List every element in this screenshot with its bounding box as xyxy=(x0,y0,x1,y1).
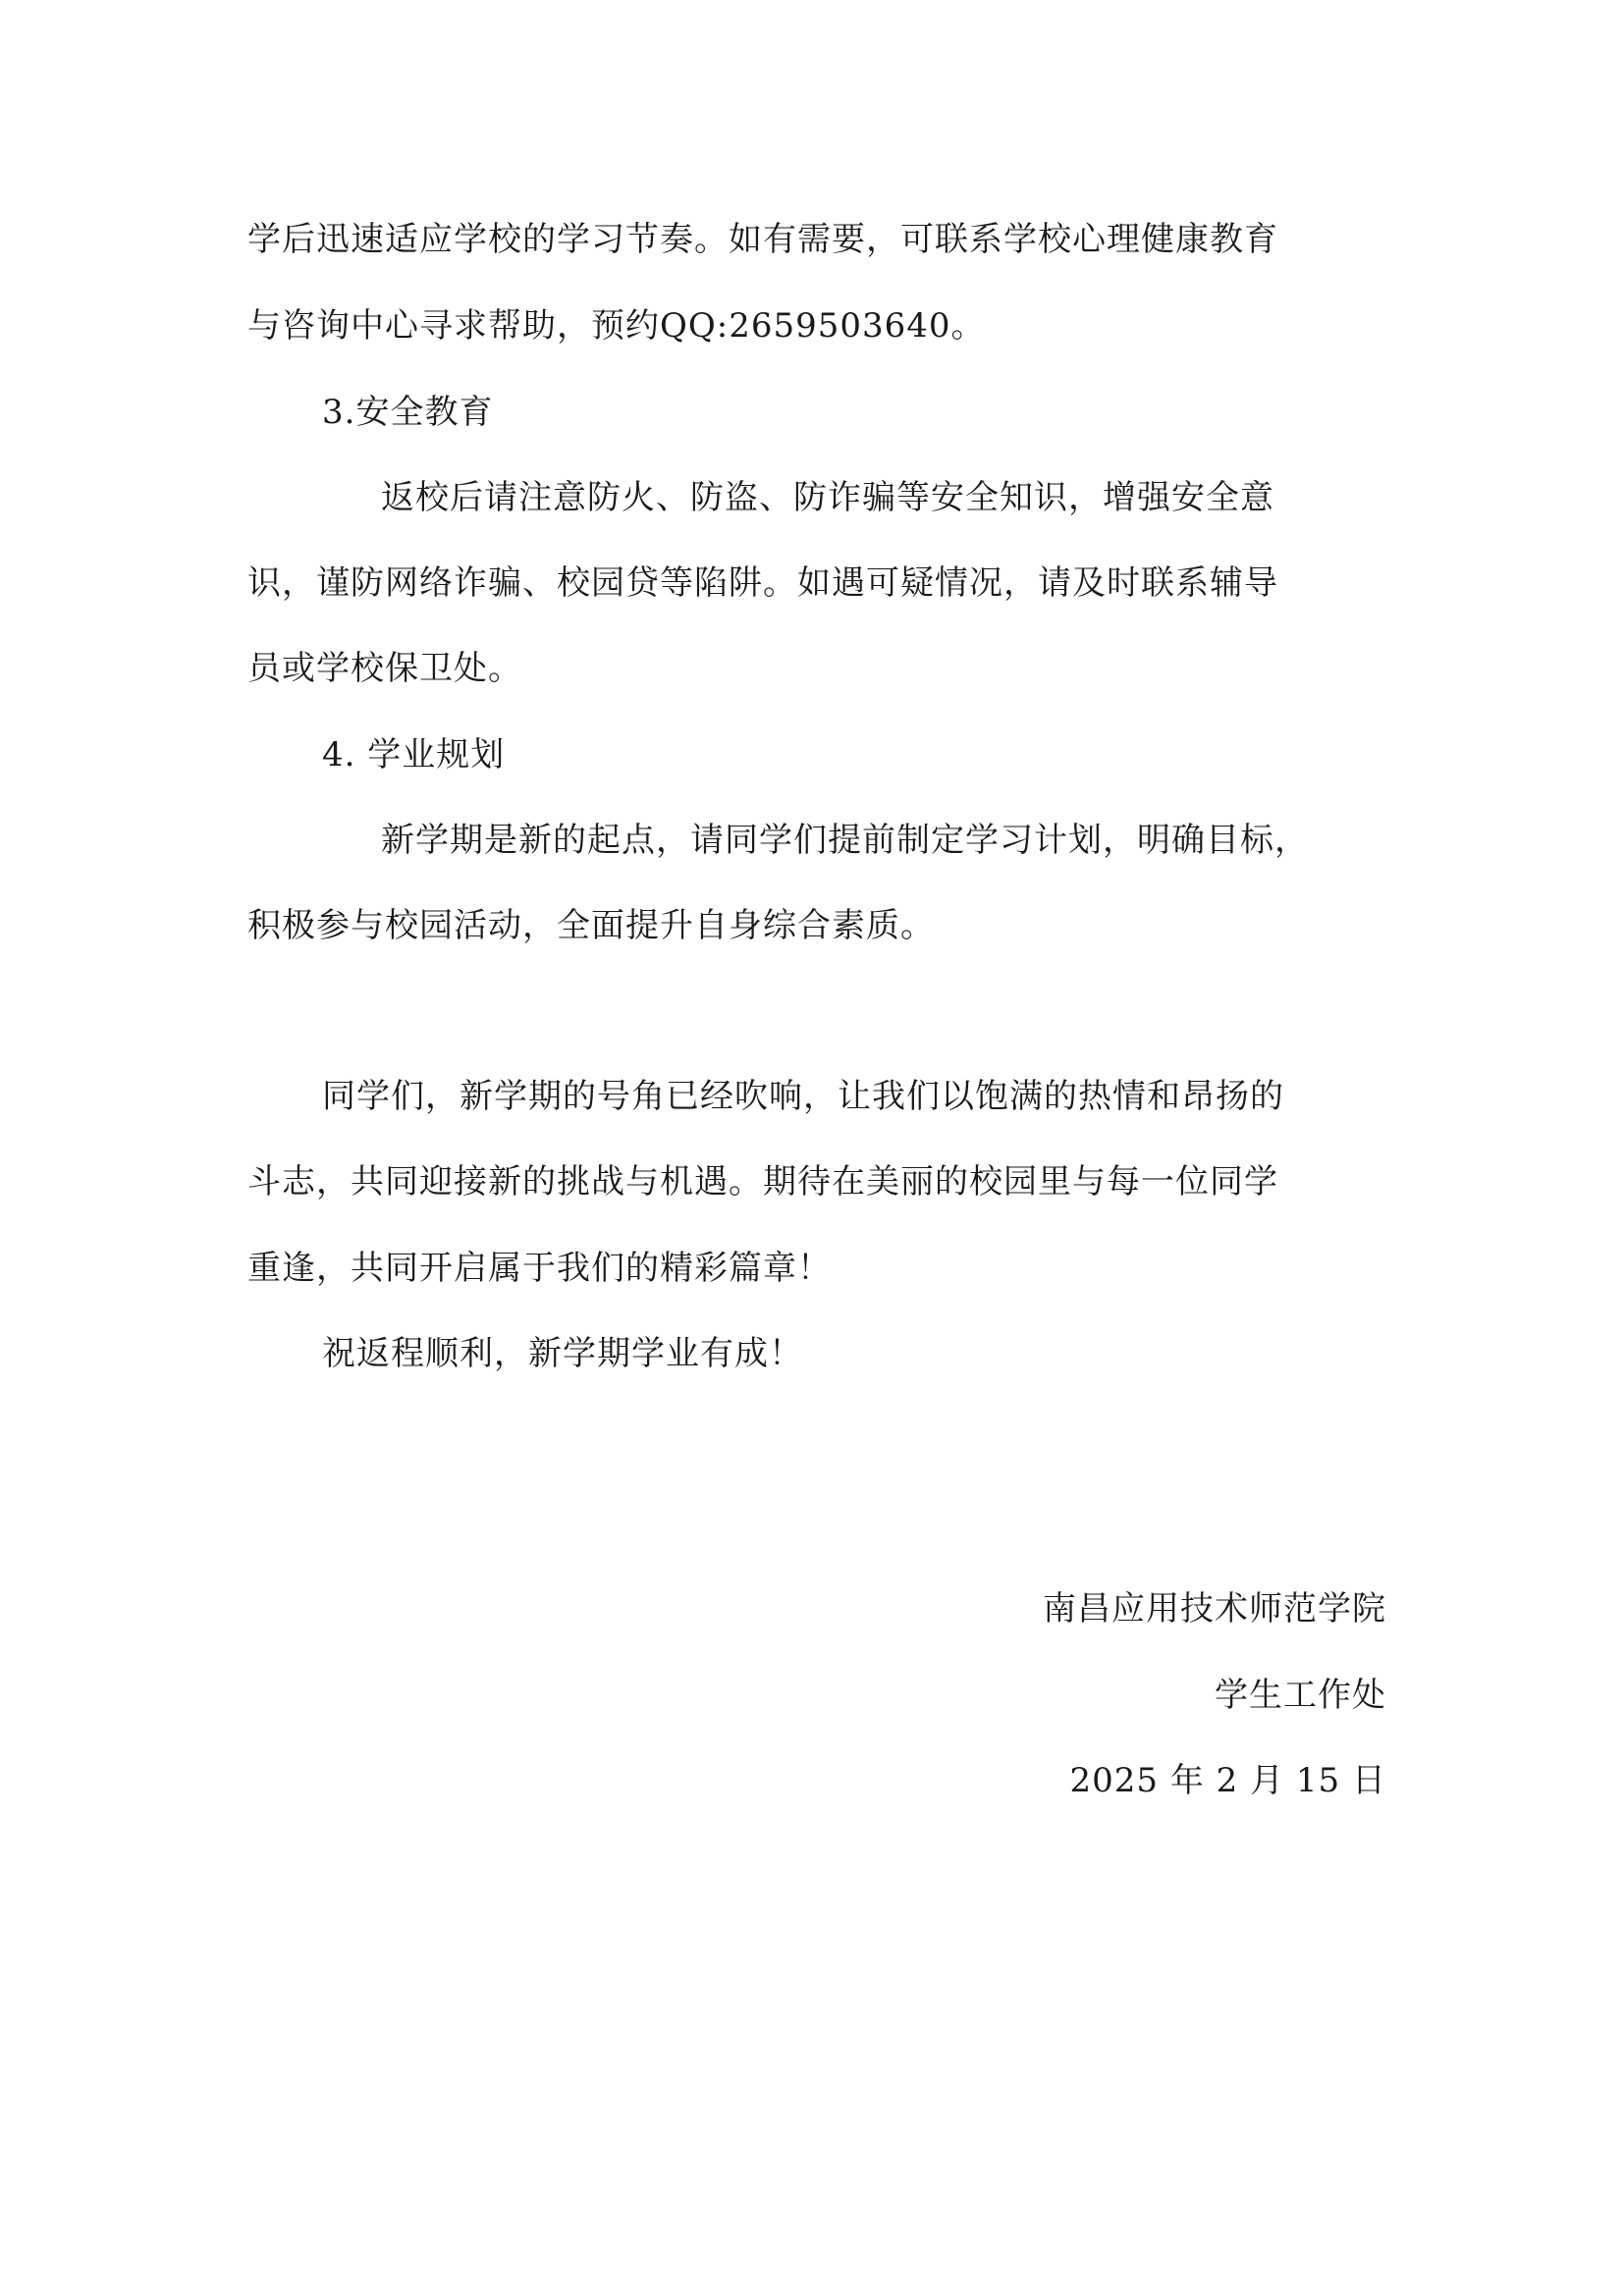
closing-wish: 祝返程顺利，新学期学业有成！ xyxy=(322,1334,803,1373)
paragraph-line: 同学们，新学期的号角已经吹响，让我们以饱满的热情和昂扬的 xyxy=(322,1077,1284,1116)
paragraph-line: 识，谨防网络诈骗、校园贷等陷阱。如遇可疑情况，请及时联系辅导 xyxy=(247,563,1278,603)
paragraph-line: 新学期是新的起点，请同学们提前制定学习计划，明确目标， xyxy=(381,821,1309,860)
signature-date: 2025 年 2 月 15 日 xyxy=(1069,1761,1386,1800)
paragraph-line: 与咨询中心寻求帮助，预约QQ:2659503640。 xyxy=(247,306,986,346)
paragraph-line: 重逢，共同开启属于我们的精彩篇章！ xyxy=(247,1249,832,1288)
paragraph-line: 员或学校保卫处。 xyxy=(247,649,522,688)
paragraph-line: 返校后请注意防火、防盗、防诈骗等安全知识，增强安全意 xyxy=(381,478,1274,517)
section-heading: 3.安全教育 xyxy=(322,393,494,432)
paragraph-line: 斗志，共同迎接新的挑战与机遇。期待在美丽的校园里与每一位同学 xyxy=(247,1162,1278,1201)
paragraph-line: 学后迅速适应学校的学习节奏。如有需要，可联系学校心理健康教育 xyxy=(247,220,1278,259)
signature-department: 学生工作处 xyxy=(1215,1676,1386,1715)
signature-organization: 南昌应用技术师范学院 xyxy=(1043,1589,1386,1629)
paragraph-line: 积极参与校园活动，全面提升自身综合素质。 xyxy=(247,906,935,945)
section-heading: 4. 学业规划 xyxy=(322,735,506,774)
